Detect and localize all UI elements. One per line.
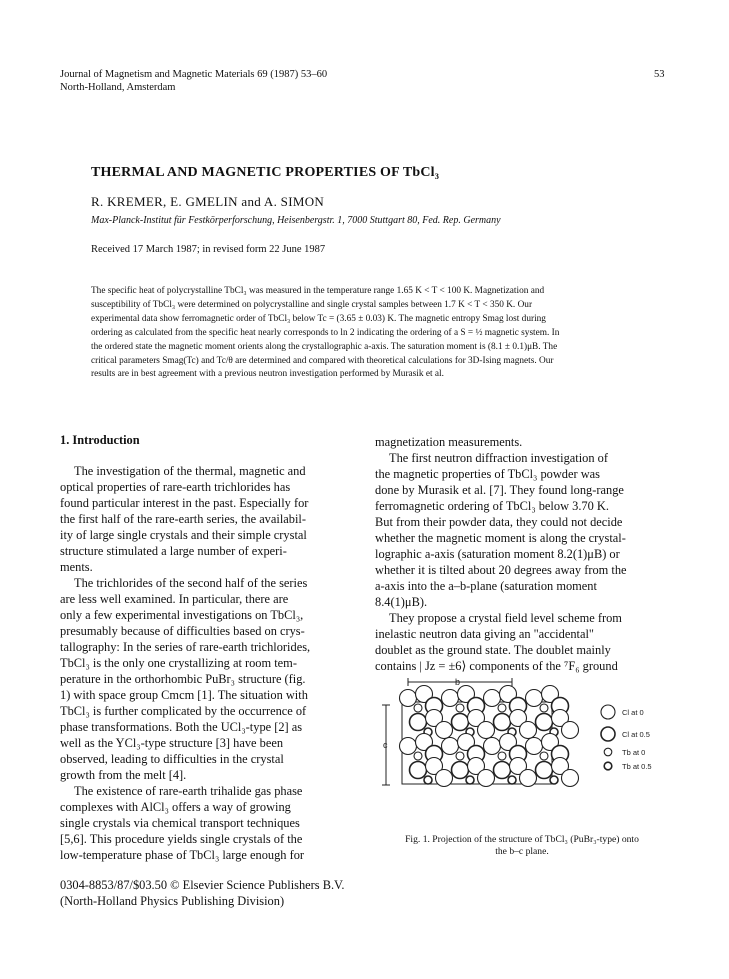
caption-line: the b–c plane. bbox=[495, 846, 549, 857]
text-line: But from their powder data, they could not decide bbox=[375, 515, 623, 529]
text-line: doublet as the ground state. The doublet mainly bbox=[375, 643, 611, 657]
cl-atom bbox=[484, 738, 501, 755]
text-line: only a few experimental investigations on TbCl₃, bbox=[60, 608, 304, 622]
text-line: optical properties of rare-earth trichlorides has bbox=[60, 480, 291, 494]
legend-cl-05-label: Cl at 0.5 bbox=[622, 730, 650, 739]
text-line: whether it is tilted about 20 degrees away from the bbox=[375, 563, 627, 577]
left-column bbox=[60, 463, 344, 863]
abstract-line: critical parameters Smag(Tc) and Tc/θ are determined and compared with theoretical calculations for 3D-Ising magnets. Our bbox=[91, 355, 554, 366]
cl-atom bbox=[442, 690, 459, 707]
cl-atom bbox=[442, 738, 459, 755]
cl-atom bbox=[478, 770, 495, 787]
cl-atom bbox=[536, 714, 553, 731]
page-number: 53 bbox=[654, 69, 665, 80]
text-line: lographic a-axis (saturation moment 8.2(1)μB) or bbox=[375, 547, 620, 561]
text-line: The trichlorides of the second half of the series bbox=[74, 576, 308, 590]
structure-figure bbox=[370, 670, 670, 830]
legend-tb-05-label: Tb at 0.5 bbox=[622, 762, 652, 771]
cl-atom bbox=[484, 690, 501, 707]
abstract-line: the ordered state the magnetic moment orients along the crystallographic a-axis. The saturation moment is (8.1 ± 0.1)μB. The bbox=[91, 341, 558, 352]
b-axis-label: b bbox=[455, 677, 461, 687]
cl-atom bbox=[562, 770, 579, 787]
tb-atom bbox=[414, 752, 422, 760]
text-line: 8.4(1)μB). bbox=[375, 595, 428, 609]
abstract-line: The specific heat of polycrystalline TbCl₃ was measured in the temperature range 1.65 K < T < 100 K. Magnetization and bbox=[91, 286, 545, 296]
text-line: contains | Jz = ±6⟩ components of the ⁷F₆ ground bbox=[375, 659, 618, 673]
text-line: They propose a crystal field level scheme from bbox=[389, 611, 622, 625]
tb-atom bbox=[508, 776, 516, 784]
tb-atom bbox=[498, 704, 506, 712]
caption-line: Fig. 1. Projection of the structure of TbCl₃ (PuBr₃-type) onto bbox=[405, 834, 639, 845]
cl-atom bbox=[520, 722, 537, 739]
abstract bbox=[91, 285, 666, 382]
text-line: low-temperature phase of TbCl₃ large enough for bbox=[60, 848, 305, 862]
text-line: The first neutron diffraction investigation of bbox=[389, 451, 608, 465]
cl-atom bbox=[400, 690, 417, 707]
cl-atom bbox=[562, 722, 579, 739]
text-line: tallography: In the series of rare-earth trichlorides, bbox=[60, 640, 311, 654]
text-line: ity of large single crystals and their simple crystal bbox=[60, 528, 307, 542]
tb-atom bbox=[540, 704, 548, 712]
journal-citation: Journal of Magnetism and Magnetic Materials 69 (1987) 53–60 bbox=[60, 69, 328, 80]
cl-atom bbox=[452, 762, 469, 779]
abstract-line: susceptibility of TbCl₃ were determined on polycrystalline and single crystal samples between 1.7 K < T < 350 K. Our bbox=[91, 299, 533, 310]
tb-atom bbox=[466, 776, 474, 784]
tb-atom bbox=[498, 752, 506, 760]
text-line: well as the YCl₃-type structure [3] have been bbox=[60, 736, 284, 750]
tb-atom bbox=[456, 704, 464, 712]
text-line: The investigation of the thermal, magnetic and bbox=[74, 464, 306, 478]
text-line: TbCl₃ is further complicated by the occurrence of bbox=[60, 704, 307, 718]
text-line: perature in the orthorhombic PuBr₃ structure (fig. bbox=[60, 672, 306, 686]
text-line: are less well examined. In particular, there are bbox=[60, 592, 289, 606]
cl-atom bbox=[478, 722, 495, 739]
abstract-line: results are in best agreement with a previous neutron investigation performed by Murasik et al. bbox=[91, 369, 444, 380]
text-line: The existence of rare-earth trihalide gas phase bbox=[74, 784, 303, 798]
text-line: the first half of the rare-earth series, the availabil- bbox=[60, 512, 306, 526]
legend-tb-0-symbol bbox=[604, 748, 612, 756]
section-heading: 1. Introduction bbox=[60, 433, 140, 447]
cl-atom bbox=[526, 690, 543, 707]
tb-atom bbox=[414, 704, 422, 712]
cl-atom bbox=[536, 762, 553, 779]
text-line: done by Murasik et al. [7]. They found long-range bbox=[375, 483, 624, 497]
legend-cl-0-label: Cl at 0 bbox=[622, 708, 644, 717]
abstract-line: experimental data show ferromagnetic order of TbCl₃ below Tc = (3.65 ± 0.03) K. The magnetic entropy Smag lost during bbox=[91, 313, 546, 324]
text-line: a-axis into the a–b-plane (saturation moment bbox=[375, 579, 597, 593]
text-line: single crystals via chemical transport techniques bbox=[60, 816, 300, 830]
text-line: presumably because of difficulties based on crys- bbox=[60, 624, 305, 638]
legend-tb-05-symbol bbox=[604, 762, 612, 770]
text-line: magnetization measurements. bbox=[375, 435, 523, 449]
right-column bbox=[375, 434, 665, 674]
legend-cl-0-symbol bbox=[601, 705, 615, 719]
text-line: whether the magnetic moment is along the crystal- bbox=[375, 531, 626, 545]
text-line: phase transformations. Both the UCl₃-type [2] as bbox=[60, 720, 303, 734]
publisher-line: North-Holland, Amsterdam bbox=[60, 82, 176, 93]
cl-atom bbox=[494, 714, 511, 731]
received-date: Received 17 March 1987; in revised form 22 June 1987 bbox=[91, 244, 326, 255]
text-line: ferromagnetic ordering of TbCl₃ below 3.70 K. bbox=[375, 499, 609, 513]
cl-atom bbox=[436, 770, 453, 787]
figure-caption bbox=[372, 834, 672, 858]
figure-legend bbox=[601, 705, 652, 771]
atom-layer bbox=[400, 686, 579, 787]
text-line: structure stimulated a large number of experi- bbox=[60, 544, 287, 558]
legend-cl-05-symbol bbox=[601, 727, 615, 741]
text-line: observed, leading to difficulties in the crystal bbox=[60, 752, 284, 766]
cl-atom bbox=[452, 714, 469, 731]
article-affiliation: Max-Planck-Institut für Festkörperforschung, Heisenbergstr. 1, 7000 Stuttgart 80, Fed. Rep. Germany bbox=[91, 215, 501, 226]
tb-atom bbox=[550, 776, 558, 784]
tb-atom bbox=[540, 752, 548, 760]
cl-atom bbox=[520, 770, 537, 787]
text-line: inelastic neutron data giving an "accidental" bbox=[375, 627, 594, 641]
c-axis-label: c bbox=[383, 740, 388, 750]
cl-atom bbox=[526, 738, 543, 755]
text-line: the magnetic properties of TbCl₃ powder was bbox=[375, 467, 600, 481]
cl-atom bbox=[436, 722, 453, 739]
tb-atom bbox=[456, 752, 464, 760]
publisher-division: (North-Holland Physics Publishing Division) bbox=[60, 894, 285, 908]
text-line: ments. bbox=[60, 560, 93, 574]
article-title: THERMAL AND MAGNETIC PROPERTIES OF TbCl₃ bbox=[91, 165, 440, 180]
text-line: found particular interest in the past. Especially for bbox=[60, 496, 309, 510]
legend-tb-0-label: Tb at 0 bbox=[622, 748, 646, 757]
text-line: complexes with AlCl₃ offers a way of growing bbox=[60, 800, 291, 814]
tb-atom bbox=[424, 776, 432, 784]
cl-atom bbox=[410, 714, 427, 731]
cl-atom bbox=[494, 762, 511, 779]
text-line: growth from the melt [4]. bbox=[60, 768, 187, 782]
cl-atom bbox=[400, 738, 417, 755]
copyright-line: 0304-8853/87/$03.50 © Elsevier Science Publishers B.V. bbox=[60, 878, 345, 892]
text-line: 1) with space group Cmcm [1]. The situation with bbox=[60, 688, 308, 702]
article-authors: R. KREMER, E. GMELIN and A. SIMON bbox=[91, 194, 325, 209]
text-line: TbCl₃ is the only one crystallizing at room tem- bbox=[60, 656, 297, 670]
cl-atom bbox=[410, 762, 427, 779]
abstract-line: ordering as calculated from the specific heat nearly corresponds to ln 2 indicating the ordering of a S = ½ magnetic system. In bbox=[91, 327, 560, 338]
text-line: [5,6]. This procedure yields single crystals of the bbox=[60, 832, 303, 846]
